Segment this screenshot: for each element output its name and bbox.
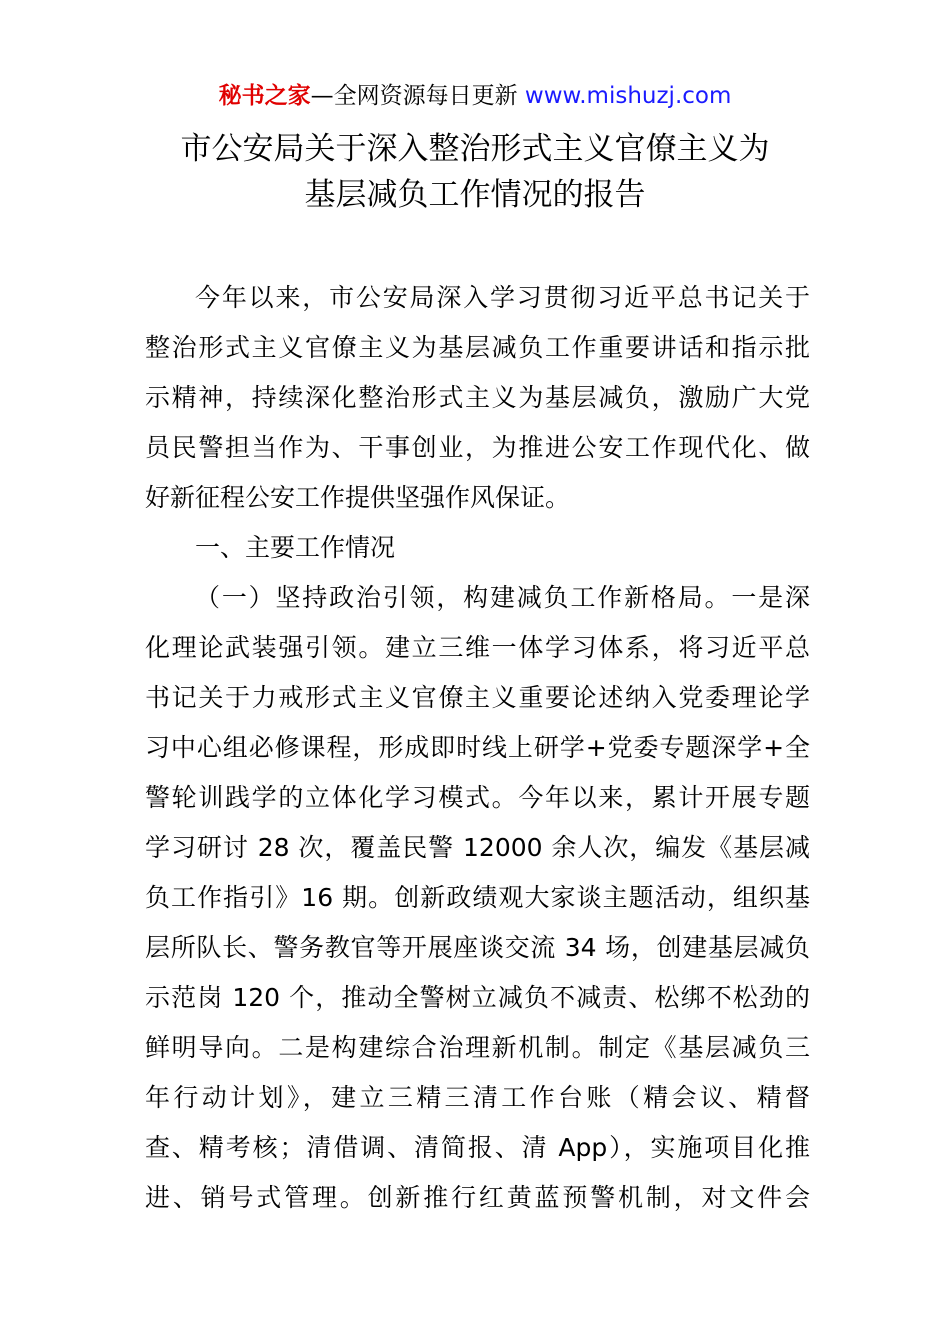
body-line: 化理论武装强引领。建立三维一体学习体系，将习近平总 xyxy=(145,633,810,662)
body-line: 进、销号式管理。创新推行红黄蓝预警机制，对文件会 xyxy=(145,1183,810,1212)
section-heading: 一、主要工作情况 xyxy=(195,533,396,562)
document-body xyxy=(145,273,810,1223)
body-line: 学习研讨 28 次，覆盖民警 12000 余人次，编发《基层减 xyxy=(145,833,810,862)
title-line-1: 市公安局关于深入整治形式主义官僚主义为 xyxy=(180,131,770,167)
body-line: 示精神，持续深化整治形式主义为基层减负，激励广大党 xyxy=(145,383,810,412)
site-slogan: —全网资源每日更新 xyxy=(310,83,518,109)
body-line: 示范岗 120 个，推动全警树立减负不减责、松绑不松劲的 xyxy=(145,983,810,1012)
body-line: 好新征程公安工作提供坚强作风保证。 xyxy=(145,483,571,512)
body-line: 年行动计划》，建立三精三清工作台账（精会议、精督 xyxy=(145,1083,810,1112)
site-header xyxy=(0,80,950,112)
site-brand: 秘书之家 xyxy=(218,83,311,109)
body-line: 今年以来，市公安局深入学习贯彻习近平总书记关于 xyxy=(195,283,810,312)
body-line: 员民警担当作为、干事创业，为推进公安工作现代化、做 xyxy=(145,433,810,462)
body-line: 鲜明导向。二是构建综合治理新机制。制定《基层减负三 xyxy=(145,1033,810,1062)
body-line: 层所队长、警务教官等开展座谈交流 34 场，创建基层减负 xyxy=(145,933,810,962)
body-line: 警轮训践学的立体化学习模式。今年以来，累计开展专题 xyxy=(145,783,810,812)
body-line: 书记关于力戒形式主义官僚主义重要论述纳入党委理论学 xyxy=(145,683,810,712)
body-line: 习中心组必修课程，形成即时线上研学+党委专题深学+全 xyxy=(145,733,810,762)
body-line: （一）坚持政治引领，构建减负工作新格局。一是深 xyxy=(195,583,810,612)
body-line: 整治形式主义官僚主义为基层减负工作重要讲话和指示批 xyxy=(145,333,810,362)
title-line-2: 基层减负工作情况的报告 xyxy=(304,177,646,213)
body-line: 查、精考核；清借调、清简报、清 App），实施项目化推 xyxy=(145,1133,810,1162)
body-line: 负工作指引》16 期。创新政绩观大家谈主题活动，组织基 xyxy=(145,883,810,912)
site-url-link[interactable]: www.mishuzj.com xyxy=(524,83,732,109)
document-title xyxy=(0,126,950,218)
